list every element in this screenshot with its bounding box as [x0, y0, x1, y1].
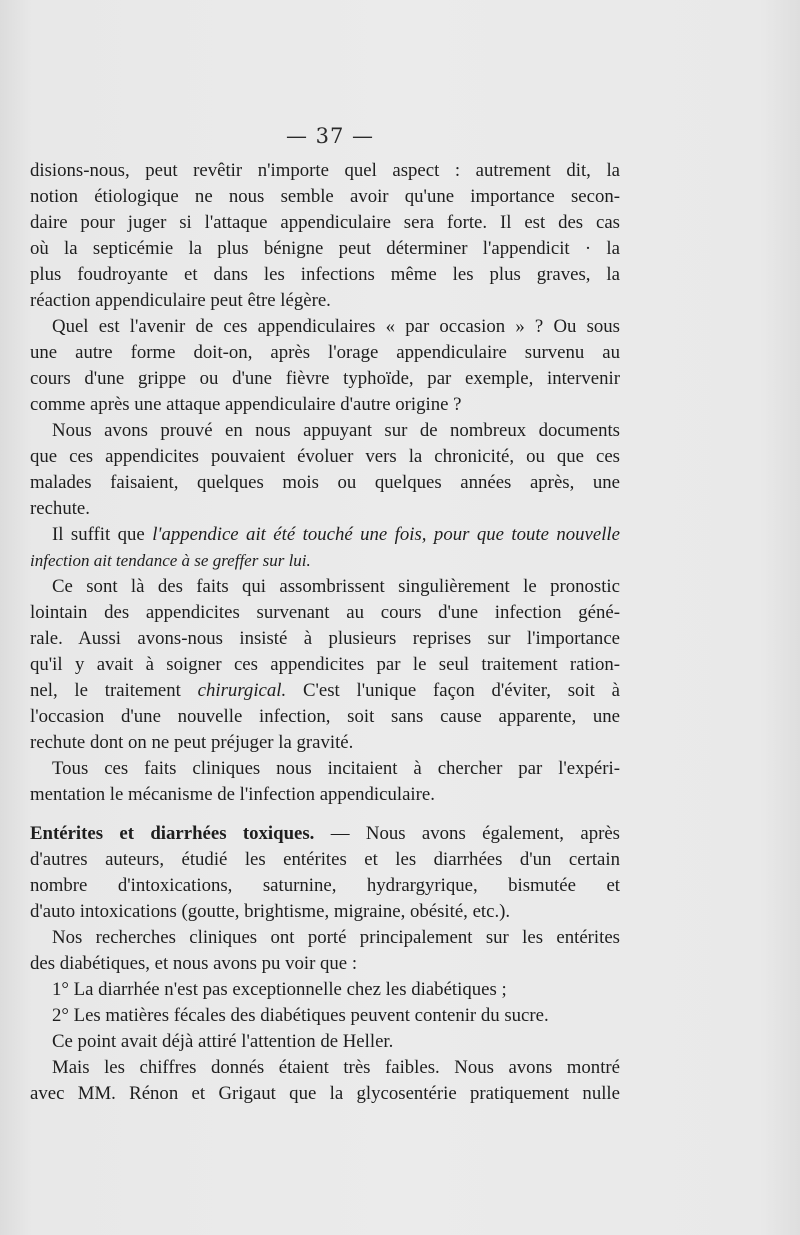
text-block-top [30, 158, 620, 808]
text-line: Tous ces faits cliniques nous incitaient à chercher par l'expéri- [52, 758, 620, 779]
text-line: nombre d'intoxications, saturnine, hydrargyrique, bismutée et [30, 875, 620, 896]
italic-text-run: chirurgical. [197, 680, 287, 701]
section-heading: Entérites et diarrhées toxiques. [30, 823, 315, 844]
text-line: daire pour juger si l'attaque appendiculaire sera forte. Il est des cas [30, 212, 620, 233]
text-line: disions-nous, peut revêtir n'importe quel aspect : autrement dit, la [30, 160, 620, 181]
text-line: d'autres auteurs, étudié les entérites et les diarrhées d'un certain [30, 849, 620, 870]
text-run: C'est l'unique façon d'éviter, soit à [302, 680, 620, 701]
text-line: avec MM. Rénon et Grigaut que la glycosentérie pratiquement nulle [30, 1083, 620, 1104]
text-line: des diabétiques, et nous avons pu voir que : [30, 953, 358, 974]
section-heading-line [30, 821, 620, 847]
list-item: 2° Les matières fécales des diabétiques peuvent contenir du sucre. [52, 1005, 549, 1026]
italic-text-run: l'appendice ait été touché une fois, pour que toute nouvelle [152, 524, 620, 545]
text-line: notion étiologique ne nous semble avoir qu'une importance secon- [30, 186, 620, 207]
text-block-bottom [30, 821, 620, 1107]
text-line: Ce sont là des faits qui assombrissent singulièrement le pronostic [52, 576, 620, 597]
text-line-emphasis [30, 522, 620, 548]
text-line: Quel est l'avenir de ces appendiculaires « par occasion » ? Ou sous [52, 316, 620, 337]
text-line: rale. Aussi avons-nous insisté à plusieurs reprises sur l'importance [30, 628, 620, 649]
list-item: 1° La diarrhée n'est pas exceptionnelle chez les diabétiques ; [52, 979, 507, 1000]
text-line: lointain des appendicites survenant au cours d'une infection géné- [30, 602, 620, 623]
text-run: nel, le traitement [30, 680, 181, 701]
text-line: Mais les chiffres donnés étaient très faibles. Nous avons montré [52, 1057, 620, 1078]
text-line: l'occasion d'une nouvelle infection, soit sans cause apparente, une [30, 706, 620, 727]
text-run: Il suffit que [52, 524, 145, 545]
text-line: réaction appendiculaire peut être légère. [30, 290, 331, 311]
text-line: rechute dont on ne peut préjuger la gravité. [30, 732, 354, 753]
text-line: d'auto intoxications (goutte, brightisme, migraine, obésité, etc.). [30, 901, 511, 922]
text-line: plus foudroyante et dans les infections même les plus graves, la [30, 264, 620, 285]
text-line: cours d'une grippe ou d'une fièvre typhoïde, par exemple, intervenir [30, 368, 620, 389]
text-line: comme après une attaque appendiculaire d'autre origine ? [30, 394, 462, 415]
text-line: rechute. [30, 498, 90, 519]
text-line: que ces appendicites pouvaient évoluer vers la chronicité, ou que ces [30, 446, 620, 467]
text-run: — Nous avons également, après [330, 823, 620, 844]
text-line: Ce point avait déjà attiré l'attention de Heller. [52, 1031, 394, 1052]
text-line-italic: infection ait tendance à se greffer sur lui. [30, 551, 311, 570]
text-line: Nos recherches cliniques ont porté principalement sur les entérites [52, 927, 620, 948]
text-line: une autre forme doit-on, après l'orage appendiculaire survenu au [30, 342, 620, 363]
text-line-mixed [30, 678, 620, 704]
text-line: malades faisaient, quelques mois ou quelques années après, une [30, 472, 620, 493]
text-line: Nous avons prouvé en nous appuyant sur de nombreux documents [52, 420, 620, 441]
page-number: — 37 — [285, 124, 375, 148]
text-line: où la septicémie la plus bénigne peut déterminer l'appendicit · la [30, 238, 620, 259]
text-line: mentation le mécanisme de l'infection appendiculaire. [30, 784, 435, 805]
text-line: qu'il y avait à soigner ces appendicites par le seul traitement ration- [30, 654, 620, 675]
